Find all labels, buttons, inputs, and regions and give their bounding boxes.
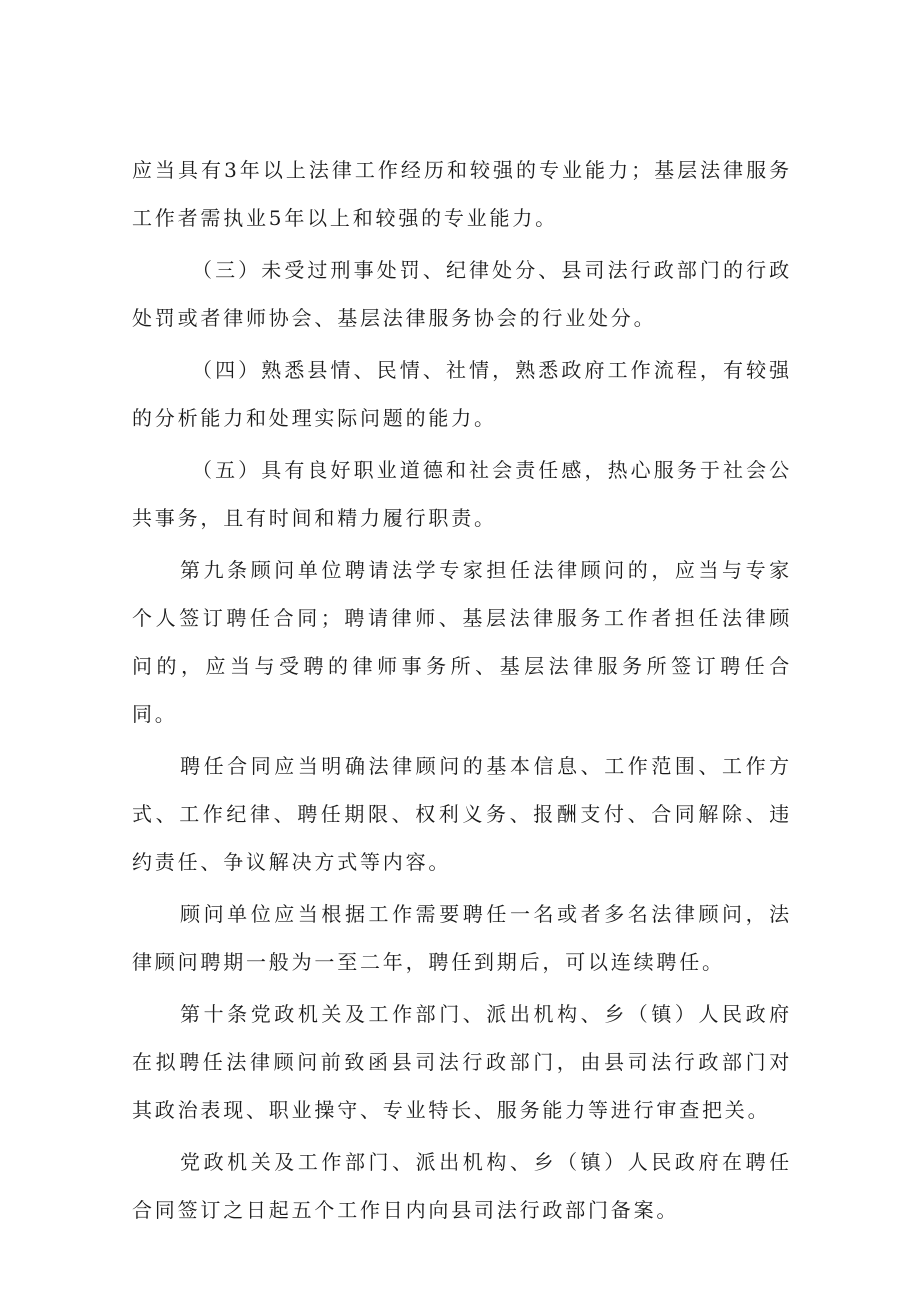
paragraph-item-4: （四）熟悉县情、民情、社情，熟悉政府工作流程，有较强的分析能力和处理实际问题的能力。 bbox=[132, 358, 792, 430]
paragraph-contract-content: 聘任合同应当明确法律顾问的基本信息、工作范围、工作方式、工作纪律、聘任期限、权利义务、报酬支付、合同解除、违约责任、争议解决方式等内容。 bbox=[132, 754, 792, 874]
paragraph-article-10: 第十条党政机关及工作部门、派出机构、乡（镇）人民政府在拟聘任法律顾问前致函县司法行政部门，由县司法行政部门对其政治表现、职业操守、专业特长、服务能力等进行审查把关。 bbox=[132, 1002, 792, 1122]
paragraph-continued-qualifications: 应当具有3年以上法律工作经历和较强的专业能力；基层法律服务工作者需执业5年以上和较强的专业能力。 bbox=[132, 158, 792, 230]
paragraph-item-3: （三）未受过刑事处罚、纪律处分、县司法行政部门的行政处罚或者律师协会、基层法律服务协会的行业处分。 bbox=[132, 258, 792, 330]
document-page bbox=[132, 146, 792, 1238]
paragraph-appointment-term: 顾问单位应当根据工作需要聘任一名或者多名法律顾问，法律顾问聘期一般为一至二年，聘任到期后，可以连续聘任。 bbox=[132, 902, 792, 974]
paragraph-article-9: 第九条顾问单位聘请法学专家担任法律顾问的，应当与专家个人签订聘任合同；聘请律师、基层法律服务工作者担任法律顾问的，应当与受聘的律师事务所、基层法律服务所签订聘任合同。 bbox=[132, 558, 792, 726]
paragraph-filing: 党政机关及工作部门、派出机构、乡（镇）人民政府在聘任合同签订之日起五个工作日内向县司法行政部门备案。 bbox=[132, 1150, 792, 1222]
paragraph-item-5: （五）具有良好职业道德和社会责任感，热心服务于社会公共事务，且有时间和精力履行职责。 bbox=[132, 458, 792, 530]
